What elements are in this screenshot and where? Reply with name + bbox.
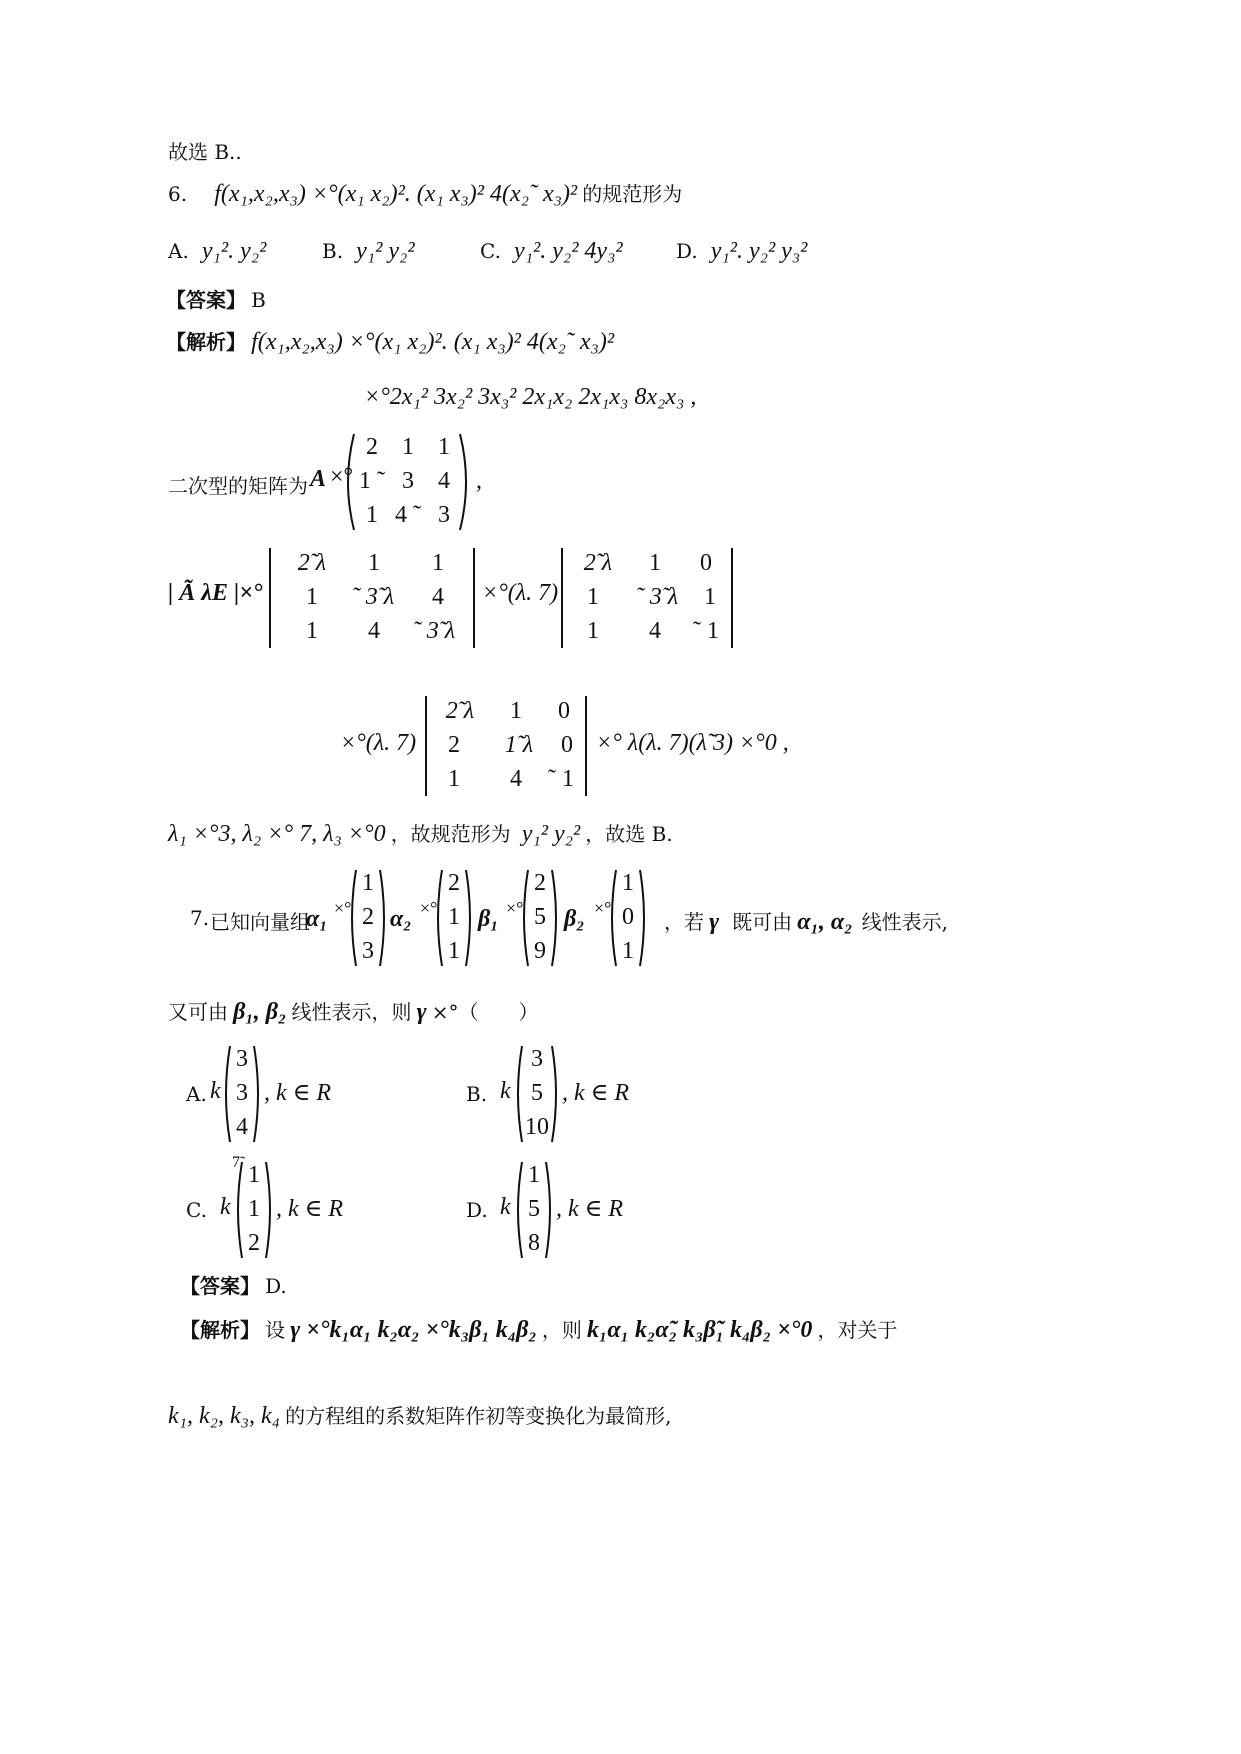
- alpha-pair: α₁, α₂: [797, 909, 853, 935]
- matrix-cell: 1 ˜: [359, 468, 385, 494]
- option-label: C.: [480, 239, 501, 263]
- det-cell: 1: [306, 618, 318, 644]
- vector-equals: ×°: [594, 898, 612, 918]
- vector-entry: 1: [528, 1162, 540, 1188]
- q7-stem-b: ，若: [664, 910, 704, 934]
- q7-analysis: [180, 1314, 897, 1344]
- conclusion-text-b: ，故选 B.: [585, 822, 673, 846]
- q7-line2-b: 线性表示，则: [291, 1000, 412, 1024]
- matrix-cell: 1: [402, 434, 414, 460]
- analysis-tag: 【解析】: [166, 330, 246, 354]
- q7-stem-rest: [664, 906, 948, 936]
- option-label: C.: [186, 1198, 207, 1222]
- vector-equals: ×°: [506, 898, 524, 918]
- q6-analysis: [166, 326, 614, 356]
- vector-entry: 1: [622, 938, 634, 964]
- vector-entry: 3: [236, 1046, 248, 1072]
- eigenvalue-line: [168, 818, 673, 848]
- vector-entry: 9: [534, 938, 546, 964]
- vector-entry: 2: [534, 870, 546, 896]
- matrix-cell: 1: [438, 434, 450, 460]
- det-cell: ˜ 1: [693, 618, 719, 644]
- option-vector: [222, 1044, 262, 1144]
- determinant-3: [424, 694, 590, 798]
- option-formula: y₁² y₂²: [356, 238, 415, 264]
- vector-entry: 3: [362, 938, 374, 964]
- matrix-cell: 1: [366, 502, 378, 528]
- vector-alpha-1: [348, 868, 388, 968]
- question-formula: f(x₁,x₂,x₃) ×°(x₁ x₂)². (x₁ x₃)² 4(x₂˜ x₃)²: [214, 181, 578, 207]
- q7-answer: [180, 1270, 287, 1299]
- det-cell: 4: [510, 766, 522, 792]
- matrix-equals: ×°: [330, 464, 354, 490]
- option-mark: 7̃: [232, 1154, 240, 1171]
- question-6: [168, 178, 682, 208]
- vector-entry: 1: [448, 938, 460, 964]
- vector-entry: 4: [236, 1114, 248, 1140]
- beta-pair: β₁, β₂: [233, 999, 287, 1025]
- analysis-formula-2: k₁α₁ k₂α̃₂ k₃β̃₁ k₄β₂ ×°0: [586, 1317, 813, 1343]
- answer-value: D.: [265, 1274, 287, 1298]
- det-cell: 1: [432, 550, 444, 576]
- matrix-a: [342, 432, 472, 532]
- vector-beta-2: [608, 868, 648, 968]
- option-label: D.: [466, 1198, 488, 1222]
- det-cell: ˜ 3̃ λ: [412, 618, 456, 644]
- q7-line-2: [168, 996, 538, 1026]
- unknowns: k₁, k₂, k₃, k₄: [168, 1403, 280, 1429]
- expanded-formula: ×°2x₁² 3x₂² 3x₃² 2x₁x₂ 2x₁x₃ 8x₂x₃ ,: [364, 384, 697, 410]
- det-cell: ˜ 3̃ λ: [635, 584, 679, 610]
- option-vector: [514, 1160, 554, 1260]
- vector-entry: 2: [448, 870, 460, 896]
- vector-entry: 2: [248, 1230, 260, 1256]
- q7-analysis-line-2: [168, 1400, 671, 1430]
- option-label: A.: [186, 1082, 207, 1106]
- vector-entry: 1: [448, 904, 460, 930]
- determinant-1: [268, 546, 478, 650]
- vector-entry: 1: [622, 870, 634, 896]
- answer-tag: 【答案】: [166, 288, 246, 312]
- det-cell: ˜ 1: [548, 766, 574, 792]
- option-k: k: [500, 1194, 511, 1220]
- vector-name: β₂: [564, 906, 585, 932]
- det-cell: 1: [510, 698, 522, 724]
- analysis-formula-1: γ ×°k₁α₁ k₂α₂ ×°k₃β₁ k₄β₂: [290, 1317, 537, 1343]
- question-number: 6.: [168, 182, 188, 206]
- q7-option-b: [466, 1044, 786, 1144]
- analysis-last-text: 的方程组的系数矩阵作初等变换化为最简形,: [285, 1404, 672, 1428]
- det-result: ×° λ(λ. 7)(λ̃ 3) ×°0 ,: [596, 730, 789, 756]
- det-cell: 1: [587, 584, 599, 610]
- det-cell: ˜ 3̃ λ: [351, 584, 395, 610]
- vector-entry: 3: [531, 1046, 543, 1072]
- det-cell: 1: [587, 618, 599, 644]
- option-k: k: [500, 1078, 511, 1104]
- q7-stem-d: 线性表示,: [861, 910, 949, 934]
- det-cell: 4: [432, 584, 444, 610]
- det-cell: 4: [649, 618, 661, 644]
- analysis-text-a: 设: [265, 1318, 286, 1342]
- factor-1: ×°(λ. 7): [482, 580, 559, 606]
- answer-tag: 【答案】: [180, 1274, 260, 1298]
- matrix-intro: 二次型的矩阵为: [168, 474, 308, 498]
- option-tail: , k ∈ R: [562, 1080, 630, 1106]
- option-k: k: [210, 1078, 221, 1104]
- analysis-text-b: ，则: [541, 1318, 582, 1342]
- previous-conclusion: 故选 B..: [168, 140, 242, 164]
- vector-entry: 5: [534, 904, 546, 930]
- option-k: k: [220, 1194, 231, 1220]
- q6-option-c: [480, 238, 623, 265]
- determinant-2: [560, 546, 736, 650]
- char-lhs: | Ã λE |×°: [168, 580, 263, 606]
- matrix-name: A: [310, 466, 327, 492]
- vector-entry: 1: [248, 1162, 260, 1188]
- det-cell: 2̃ λ: [445, 698, 475, 724]
- det-cell: 1: [704, 584, 716, 610]
- gamma: γ: [416, 999, 427, 1025]
- option-vector: [234, 1160, 274, 1260]
- vector-entry: 1: [362, 870, 374, 896]
- det-cell: 0: [700, 550, 712, 576]
- matrix-cell: 3: [438, 502, 450, 528]
- option-formula: y₁². y₂² 4y₃²: [514, 238, 623, 264]
- det-cell: 1: [649, 550, 661, 576]
- option-formula: y₁². y₂² y₃²: [710, 238, 808, 264]
- matrix-cell: 4: [438, 468, 450, 494]
- vector-name: α₁: [306, 906, 328, 932]
- det-cell: 1̃ λ: [504, 732, 534, 758]
- analysis-tag: 【解析】: [180, 1318, 260, 1342]
- q7-number: 7.: [190, 906, 210, 930]
- q7-option-c: [186, 1154, 506, 1260]
- answer-value: B: [251, 288, 266, 312]
- factor-2: ×°(λ. 7): [340, 730, 417, 756]
- q7-stem-c: 既可由: [732, 910, 793, 934]
- matrix-cell: 3: [402, 468, 414, 494]
- vector-entry: 5: [528, 1196, 540, 1222]
- option-vector: [514, 1044, 560, 1144]
- analysis-formula: f(x₁,x₂,x₃) ×°(x₁ x₂)². (x₁ x₃)² 4(x₂˜ x₃)²: [251, 329, 615, 355]
- q7-line2-a: 又可由: [168, 1000, 228, 1024]
- q6-option-b: [322, 238, 415, 265]
- det-cell: 2: [448, 732, 460, 758]
- vector-beta-1: [520, 868, 560, 968]
- vector-equals: ×°: [420, 898, 438, 918]
- vector-entry: 10: [525, 1114, 549, 1140]
- option-formula: y₁². y₂²: [201, 238, 267, 264]
- vector-entry: 8: [528, 1230, 540, 1256]
- matrix-cell: 4 ˜: [395, 502, 421, 528]
- matrix-trail: ,: [476, 468, 482, 494]
- analysis-text-c: ，对关于: [817, 1318, 898, 1342]
- vector-name: β₁: [478, 906, 499, 932]
- vector-entry: 3: [236, 1080, 248, 1106]
- q6-option-d: [676, 238, 807, 265]
- question-suffix: 的规范形为: [582, 182, 683, 206]
- q7-stem-a: 已知向量组: [210, 910, 310, 934]
- vector-entry: 0: [622, 904, 634, 930]
- option-label: B.: [466, 1082, 488, 1106]
- det-cell: 0: [558, 698, 570, 724]
- det-cell: 1: [448, 766, 460, 792]
- eigenvalues: λ₁ ×°3, λ₂ ×° 7, λ₃ ×°0: [168, 821, 386, 847]
- det-cell: 2̃ λ: [583, 550, 613, 576]
- q7-line2-c: ×°（ ）: [431, 1000, 539, 1024]
- vector-entry: 2: [362, 904, 374, 930]
- option-label: A.: [168, 239, 189, 263]
- option-label: B.: [322, 239, 344, 263]
- vector-name: α₂: [390, 906, 412, 932]
- matrix-cell: 2: [366, 434, 378, 460]
- vector-entry: 1: [248, 1196, 260, 1222]
- q7-option-a: [186, 1044, 506, 1144]
- option-tail: , k ∈ R: [264, 1080, 332, 1106]
- q7-vector-group: [306, 868, 666, 968]
- q7-option-d: [466, 1160, 786, 1260]
- vector-alpha-2: [434, 868, 474, 968]
- det-cell: 4: [368, 618, 380, 644]
- vector-entry: 5: [531, 1080, 543, 1106]
- det-cell: 1: [306, 584, 318, 610]
- det-cell: 1: [368, 550, 380, 576]
- q6-answer: [166, 284, 266, 313]
- conclusion-text-a: ，故规范形为: [390, 822, 511, 846]
- det-cell: 0: [561, 732, 573, 758]
- option-tail: , k ∈ R: [556, 1196, 624, 1222]
- conclusion-formula: y₁² y₂²: [521, 821, 581, 847]
- det-cell: 2̃ λ: [297, 550, 327, 576]
- q6-option-a: [168, 238, 266, 265]
- gamma: γ: [709, 909, 720, 935]
- option-tail: , k ∈ R: [276, 1196, 344, 1222]
- option-label: D.: [676, 239, 698, 263]
- vector-equals: ×°: [334, 898, 352, 918]
